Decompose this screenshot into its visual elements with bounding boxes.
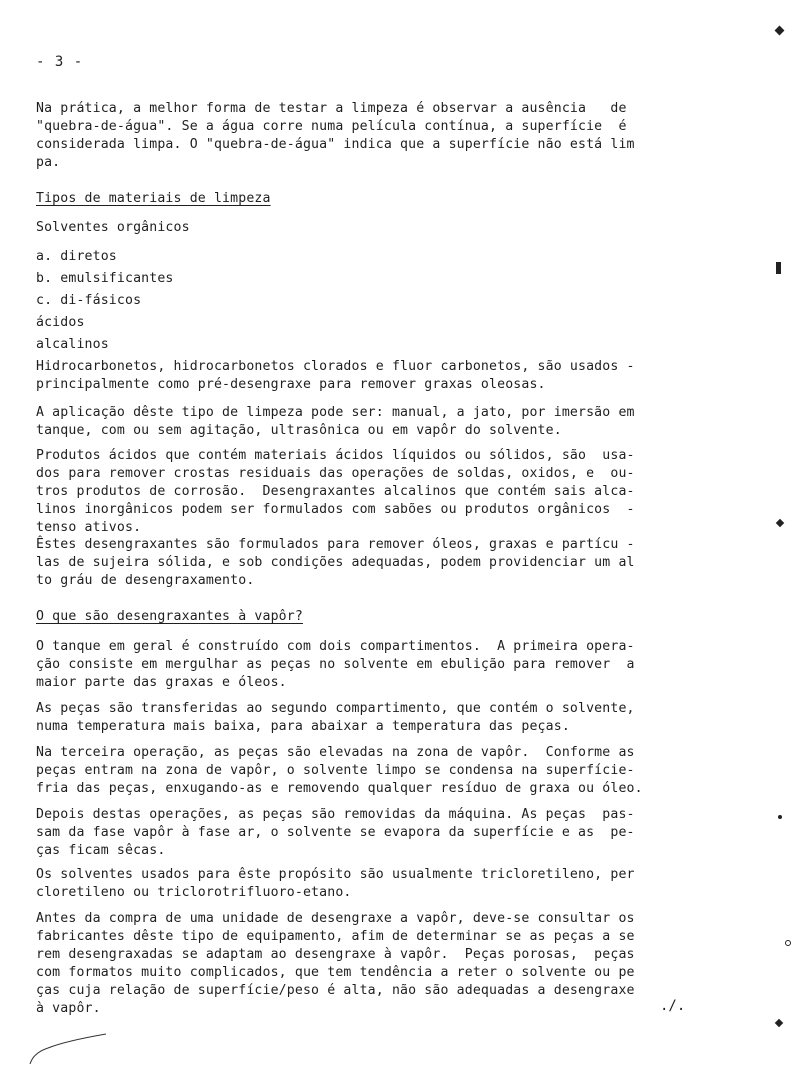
- body-text-line: fabricantes dêste tipo de equipamento, afim de determinar se as peças a se: [36, 929, 635, 944]
- list-item: b. emulsificantes: [36, 271, 174, 286]
- body-text-line: Na prática, a melhor forma de testar a limpeza é observar a ausência de: [36, 101, 627, 116]
- body-text-line: fria das peças, enxugando-as e removendo qualquer resíduo de graxa ou óleo.: [36, 781, 643, 796]
- body-text-line: com formatos muito complicados, que tem tendência a reter o solvente ou pe: [36, 965, 635, 980]
- list-item: c. di-fásicos: [36, 293, 142, 308]
- body-text-line: peças entram na zona de vapôr, o solvente limpo se condensa na superfície-: [36, 763, 635, 778]
- body-text-line: "quebra-de-água". Se a água corre numa película contínua, a superfície é: [36, 119, 627, 134]
- scan-speck-mark: [785, 940, 791, 946]
- scan-speck-mark: [778, 815, 782, 819]
- body-text-line: cloretileno ou triclorotrifluoro-etano.: [36, 885, 352, 900]
- list-item: alcalinos: [36, 337, 109, 352]
- body-text-line: maior parte das graxas e óleos.: [36, 675, 287, 690]
- body-text-line: O tanque em geral é construído com dois compartimentos. A primeira opera-: [36, 639, 635, 654]
- scan-speck-mark: [776, 519, 784, 527]
- page-number: - 3 -: [36, 54, 84, 70]
- body-text-line: sam da fase vapôr à fase ar, o solvente se evapora da superfície e as pe-: [36, 825, 635, 840]
- body-text-line: tanque, com ou sem agitação, ultrasônica ou em vapôr do solvente.: [36, 423, 562, 438]
- body-text-line: As peças são transferidas ao segundo compartimento, que contém o solvente,: [36, 701, 635, 716]
- continuation-mark: ./.: [660, 998, 686, 1014]
- body-text-line: Hidrocarbonetos, hidrocarbonetos clorados e fluor carbonetos, são usados -: [36, 359, 635, 374]
- body-text-line: ção consiste em mergulhar as peças no solvente em ebulição para remover a: [36, 657, 635, 672]
- scan-speck-mark: [775, 26, 785, 36]
- body-text-line: principalmente como pré-desengraxe para remover graxas oleosas.: [36, 377, 546, 392]
- body-text-line: Êstes desengraxantes são formulados para remover óleos, graxas e partícu -: [36, 537, 635, 552]
- body-text-line: dos para remover crostas residuais das operações de soldas, oxidos, e ou-: [36, 466, 635, 481]
- list-item: a. diretos: [36, 249, 117, 264]
- section-heading: O que são desengraxantes à vapôr?: [36, 609, 303, 624]
- body-text-line: rem desengraxadas se adaptam ao desengraxe à vapôr. Peças porosas, peças: [36, 947, 635, 962]
- body-text-line: A aplicação dêste tipo de limpeza pode ser: manual, a jato, por imersão em: [36, 405, 635, 420]
- body-text-line: Na terceira operação, as peças são elevadas na zona de vapôr. Conforme as: [36, 745, 635, 760]
- body-text-line: las de sujeira sólida, e sob condições adequadas, podem providenciar um al: [36, 555, 635, 570]
- body-text-line: tenso ativos.: [36, 520, 142, 535]
- body-text-line: Os solventes usados para êste propósito são usualmente tricloretileno, per: [36, 867, 635, 882]
- body-text-line: ças cuja relação de superfície/peso é alta, não são adequadas a desengraxe: [36, 983, 635, 998]
- body-text-line: pa.: [36, 155, 61, 170]
- scan-speck-mark: [775, 1019, 783, 1027]
- body-text-line: Antes da compra de uma unidade de desengraxe a vapôr, deve-se consultar os: [36, 911, 635, 926]
- body-text-line: numa temperatura mais baixa, para abaixar a temperatura das peças.: [36, 719, 570, 734]
- body-text-line: ças ficam sêcas.: [36, 843, 166, 858]
- body-text-line: linos inorgânicos podem ser formulados com sabões ou produtos orgânicos -: [36, 502, 635, 517]
- body-text-line: tros produtos de corrosão. Desengraxantes alcalinos que contém sais alca-: [36, 484, 635, 499]
- section-heading: Tipos de materiais de limpeza: [36, 191, 271, 206]
- body-text-line: to gráu de desengraxamento.: [36, 573, 255, 588]
- pen-stroke-mark: [28, 1030, 108, 1066]
- body-text-line: à vapôr.: [36, 1001, 101, 1016]
- list-heading: Solventes orgânicos: [36, 220, 190, 235]
- list-item: ácidos: [36, 315, 85, 330]
- body-text-line: considerada limpa. O "quebra-de-água" indica que a superfície não está lim: [36, 137, 635, 152]
- body-text-line: Depois destas operações, as peças são removidas da máquina. As peças pas-: [36, 807, 635, 822]
- body-text-line: Produtos ácidos que contém materiais ácidos líquidos ou sólidos, são usa-: [36, 448, 635, 463]
- scan-speck-mark: [776, 262, 781, 274]
